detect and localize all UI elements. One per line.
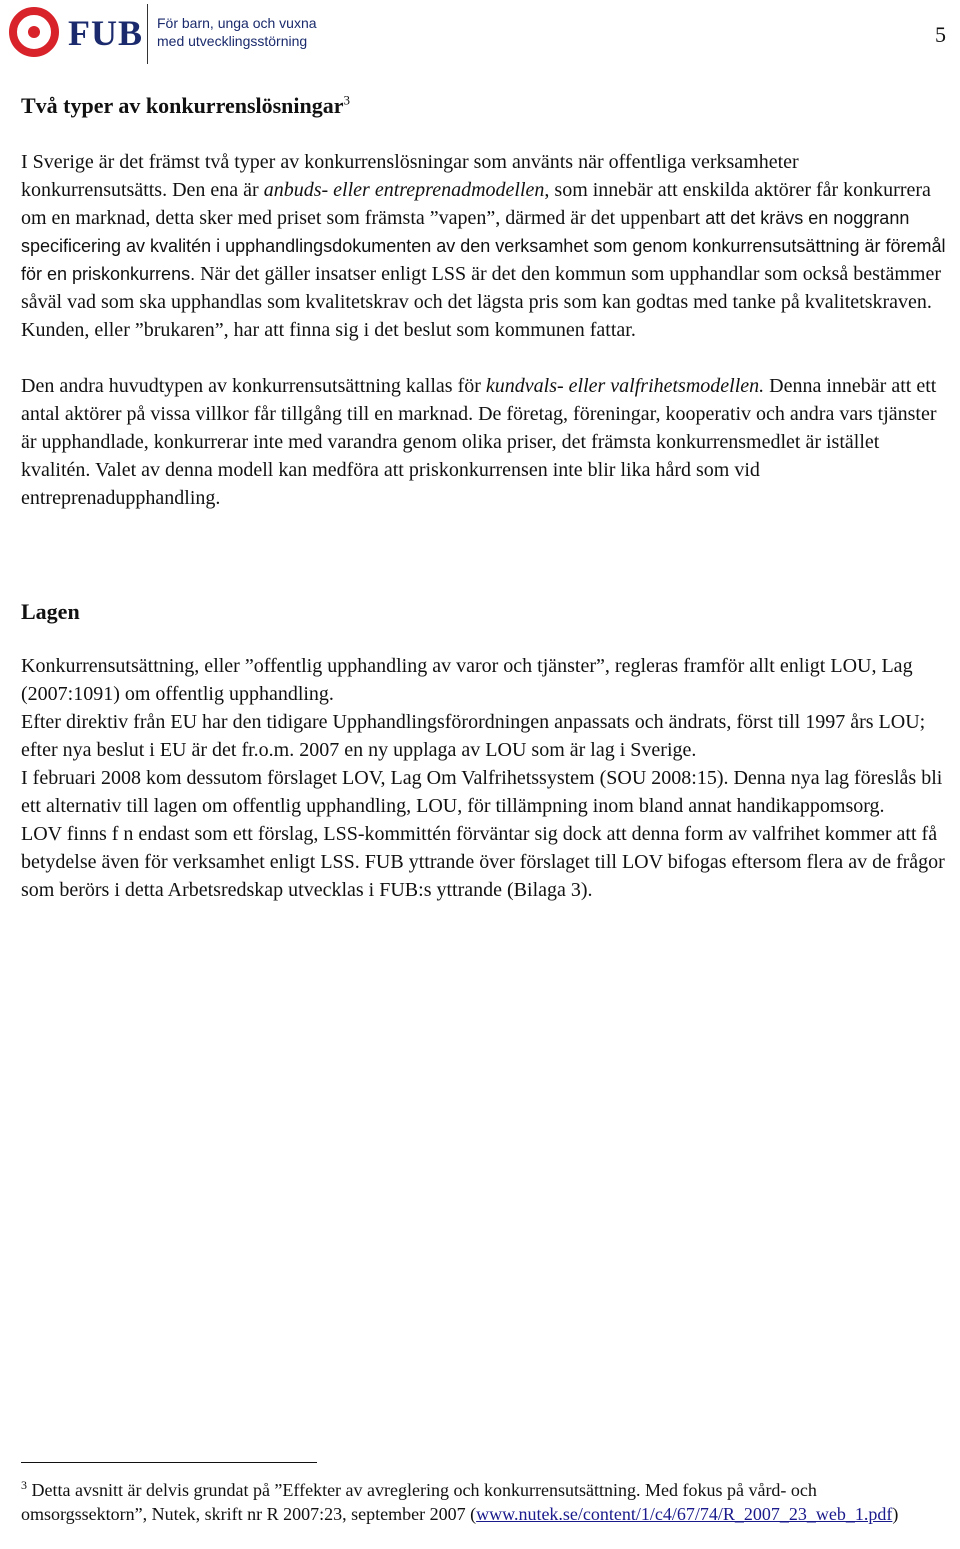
paragraph-kundvalsmodellen [21, 372, 946, 512]
paragraph-text: att det krävs en noggrann specificering av kvalitén i upphandlingsdokumenten av den verksamhet som genom konkurrensutsättning är föremål för en priskonkurrens. [21, 208, 946, 284]
paragraph-lou: Konkurrensutsättning, eller ”offentlig upphandling av varor och tjänster”, regleras framför allt enligt LOU, Lag (2007:1091) om offentlig upphandling. [21, 655, 913, 705]
logo-text: FUB [68, 13, 143, 53]
footnote-link[interactable]: www.nutek.se/content/1/c4/67/74/R_2007_23_web_1.pdf [476, 1504, 893, 1524]
section-title-lagen: Lagen [21, 599, 80, 624]
paragraph-eu-direktiv: Efter direktiv från EU har den tidigare Upphandlingsförordningen anpassats och ändrats, först till 1997 års LOU; efter nya beslut i EU är det fr.o.m. 2007 en ny upplaga av LOU som är lag i Sverige. [21, 711, 926, 761]
paragraph-text: , som innebär att enskilda aktörer får konkurrera om en marknad, detta sker med priset som främsta ”vapen”, därmed är det uppenbart [21, 179, 931, 229]
footnote-text: Detta avsnitt är delvis grundat på ”Effekter av avreglering och konkurrensutsättning. Med fokus på vård- och omsorgssektorn”, Nutek, skrift nr R 2007:23, september 2007 ( [21, 1480, 817, 1524]
paragraph-text: Denna innebär att ett antal aktörer på vissa villkor får tillgång till en marknad. De företag, föreningar, kooperativ och andra vars tjänster är upphandlade, konkurrerar inte med varandra genom olika priser, det främsta konkurrensmedlet är istället kvalitén. Valet av denna modell kan medföra att priskonkurrensen inte blir lika hård som vid entreprenadupphandling. [21, 375, 937, 509]
footnote-ref[interactable]: 3 [343, 92, 351, 108]
page-header [0, 0, 960, 70]
logo-divider [147, 4, 148, 64]
tagline-line-2: med utvecklingsstörning [157, 33, 308, 49]
paragraph-text: Den andra huvudtypen av konkurrensutsättning kallas för [21, 375, 486, 397]
footnote-close: ) [892, 1504, 899, 1524]
paragraph-text: I Sverige är det främst två typer av konkurrenslösningar som använts när offentliga verksamheter konkurrensutsätts. Den ena är [21, 151, 799, 201]
paragraph-lov-status: LOV finns f n endast som ett förslag, LSS-kommittén förväntar sig dock att denna form av valfrihet kommer att få betydelse även för verksamhet enligt LSS. FUB yttrande över förslaget till LOV bifogas eftersom flera av de frågor som berörs i detta Arbetsredskap utvecklas i FUB:s yttrande (Bilaga 3). [21, 823, 945, 901]
paragraph-anbudsmodellen [21, 148, 946, 344]
footnote-separator [21, 1462, 317, 1463]
section-title-konkurrenslosningar [21, 92, 946, 120]
footnote [21, 1478, 941, 1526]
paragraph-text: När det gäller insatser enligt LSS är det den kommun som upphandlar som också bestämmer såväl vad som ska upphandlas som kvalitetskrav och det lägsta pris som kan godtas med tanke på kvalitetskraven. Kunden, eller ”brukaren”, har att finna sig i det beslut som kommunen fattar. [21, 263, 942, 341]
emphasis-text: kundvals- eller valfrihetsmodellen. [485, 375, 765, 397]
logo-tagline [157, 14, 317, 50]
spacer [21, 344, 946, 372]
tagline-line-1: För barn, unga och vuxna [157, 15, 317, 31]
footnote-number: 3 [21, 1478, 27, 1492]
section-lagen [21, 598, 946, 904]
spacer [21, 120, 946, 148]
fub-logo-icon [8, 6, 60, 58]
emphasis-text: anbuds- eller entreprenadmodellen [263, 179, 545, 201]
paragraph-lov-forslag: I februari 2008 kom dessutom förslaget LOV, Lag Om Valfrihetssystem (SOU 2008:15). Denna nya lag föreslås bli ett alternativ till lagen om offentlig upphandling, LOU, för tillämpning inom bland annat handikappomsorg. [21, 767, 943, 817]
section-title-text: Två typer av konkurrenslösningar [21, 93, 344, 118]
document-body [21, 92, 946, 904]
page-number: 5 [935, 22, 946, 47]
